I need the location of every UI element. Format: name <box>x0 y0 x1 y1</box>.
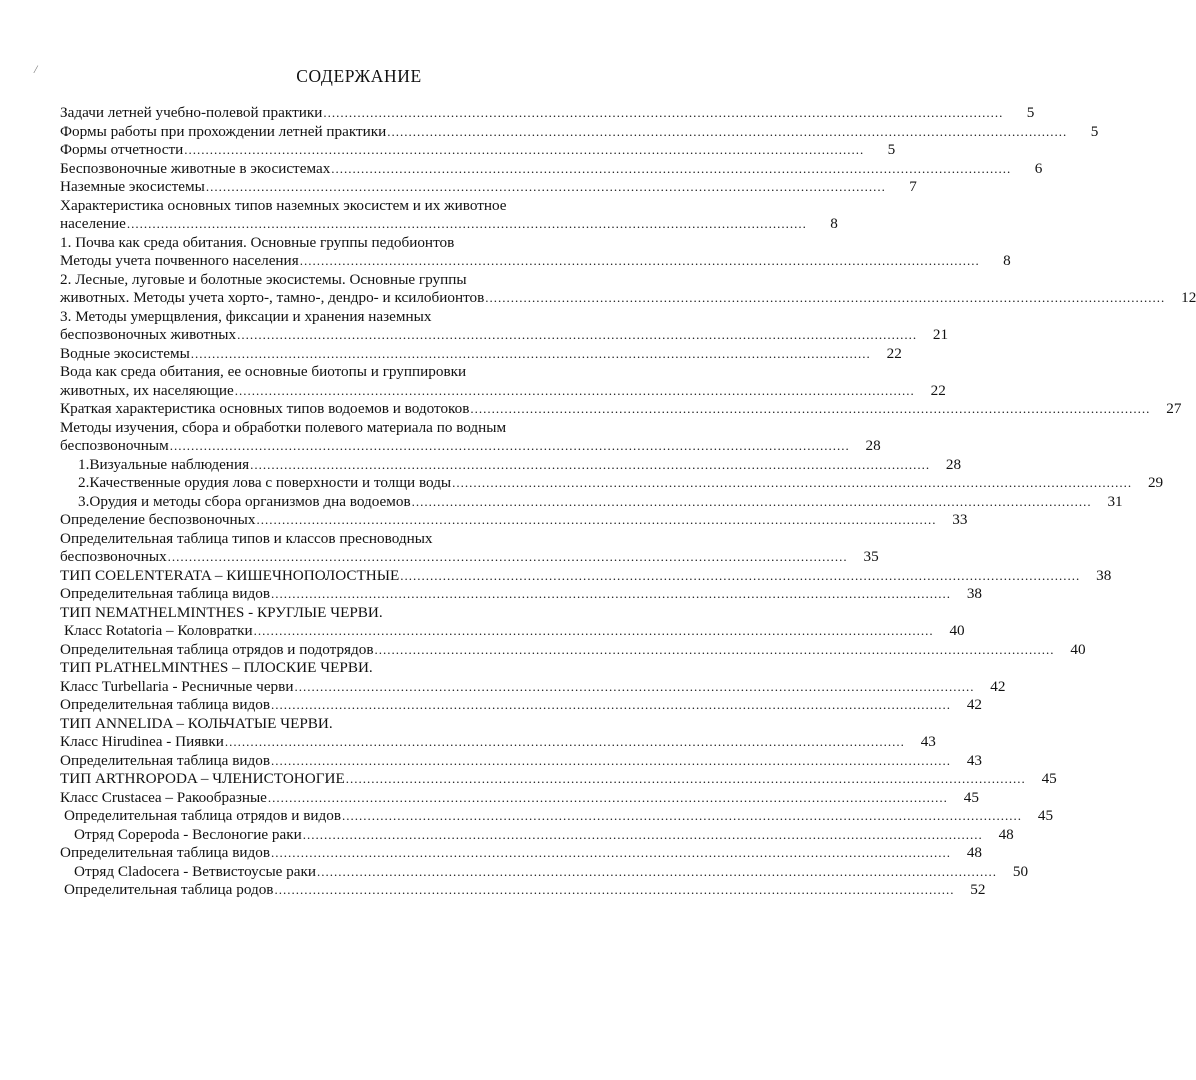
toc-entry <box>60 640 1086 660</box>
toc-page-number: 8 <box>1003 252 1011 269</box>
toc-entry <box>60 566 1112 586</box>
dot-leader: ................................................................................................................................................................ <box>387 123 1068 139</box>
toc-entry-text: беспозвоночных <box>60 548 167 565</box>
toc-page-number: 50 <box>1012 862 1029 880</box>
toc-entry <box>60 455 962 475</box>
dot-leader: ................................................................................................................................................................ <box>323 105 1004 120</box>
toc-entry <box>60 844 983 863</box>
toc-entry <box>60 585 983 604</box>
toc-page-number: 8 <box>830 215 838 232</box>
toc-entry <box>60 659 660 678</box>
toc-entry-text: Определительная таблица видов <box>60 844 271 861</box>
toc-entry-text: Отряд Copepoda - Веслоногие раки <box>74 825 302 843</box>
toc-entry <box>60 604 660 623</box>
toc-entry <box>60 270 1196 308</box>
toc-page-number: 31 <box>1107 492 1123 510</box>
toc-page-number: 38 <box>1096 566 1112 584</box>
toc-entry-text: Определительная таблица отрядов и подотрядов <box>60 640 374 658</box>
toc-entry <box>60 492 1123 512</box>
toc-page-number: 29 <box>1147 474 1164 491</box>
toc-page-number: 5 <box>1026 104 1035 121</box>
toc-entry-text: 3. Методы умерщвления, фиксации и хранения наземных <box>60 307 432 325</box>
dot-leader: ................................................................................................................................................................ <box>126 216 807 231</box>
dot-leader: ................................................................................................................................................................ <box>411 493 1092 509</box>
dot-leader: ................................................................................................................................................................ <box>317 863 998 879</box>
toc-entry <box>60 677 1006 697</box>
toc-entry-text: 2. Лесные, луговые и болотные экосистемы. Основные группы <box>60 270 467 288</box>
toc-page-number: 22 <box>886 344 902 362</box>
toc-entry-text: Класс Rotatoria – Коловратки <box>64 622 253 639</box>
toc-page-number: 52 <box>970 881 986 898</box>
dot-leader: ................................................................................................................................................................ <box>331 160 1012 176</box>
toc-entry <box>60 178 917 197</box>
toc-entry <box>60 825 1014 845</box>
toc-entry-text: Краткая характеристика основных типов водоемов и водотоков <box>60 400 470 417</box>
toc-entry <box>60 400 1182 419</box>
dot-leader: ................................................................................................................................................................ <box>274 882 955 897</box>
toc-page-number: 6 <box>1034 159 1043 177</box>
toc-page-number: 45 <box>963 788 979 806</box>
toc-page-number: 43 <box>920 733 936 750</box>
toc-entry <box>60 196 838 234</box>
toc-entry-text: Определительная таблица типов и классов пресноводных <box>60 529 433 547</box>
dot-leader: ................................................................................................................................................................ <box>250 456 931 472</box>
toc-page-number: 38 <box>966 585 983 602</box>
toc-entry-text: ТИП COELENTERATA – КИШЕЧНОПОЛОСТНЫЕ <box>60 566 400 584</box>
toc-page-number: 40 <box>1070 640 1086 658</box>
toc-page-number: 28 <box>865 437 881 454</box>
toc-entry-text: ТИП NEMATHELMINTHES - КРУГЛЫЕ ЧЕРВИ. <box>60 603 383 621</box>
toc-entry <box>60 881 986 900</box>
toc-entry-text: Определительная таблица видов <box>60 751 271 769</box>
toc-page-number: 45 <box>1037 807 1054 824</box>
toc-entry <box>60 141 896 160</box>
toc-entry-text: 1. Почва как среда обитания. Основные группы педобионтов <box>60 233 455 251</box>
margin-mark: / <box>34 62 38 76</box>
toc-entry <box>60 770 1057 789</box>
toc-entry-text: 1.Визуальные наблюдения <box>78 455 250 473</box>
toc-page-number: 7 <box>909 178 917 195</box>
toc-entry-text: Отряд Cladocera - Ветвистоусые раки <box>74 862 317 880</box>
dot-leader: ................................................................................................................................................................ <box>205 179 886 194</box>
dot-leader: ................................................................................................................................................................ <box>167 549 848 564</box>
dot-leader: ................................................................................................................................................................ <box>271 586 952 601</box>
dot-leader: ................................................................................................................................................................ <box>237 327 918 342</box>
toc-entry <box>60 715 660 734</box>
toc-entry-text: Беспозвоночные животные в экосистемах <box>60 159 331 177</box>
toc-entry-text: ТИП PLATHELMINTHES – ПЛОСКИЕ ЧЕРВИ. <box>60 659 373 676</box>
toc-entry-text: ТИП ANNELIDA – КОЛЬЧАТЫЕ ЧЕРВИ. <box>60 714 333 732</box>
toc-entry-text: Вода как среда обитания, ее основные биотопы и группировки <box>60 363 467 380</box>
dot-leader: ................................................................................................................................................................ <box>271 845 952 860</box>
dot-leader: ................................................................................................................................................................ <box>299 253 980 268</box>
toc-entry-text: Задачи летней учебно-полевой практики <box>60 104 323 121</box>
toc-page-number: 48 <box>998 825 1014 843</box>
toc-page-number: 5 <box>1090 122 1099 140</box>
toc-entry-text: Класс Hirudinea - Пиявки <box>60 733 224 750</box>
toc-page-number: 28 <box>945 455 962 473</box>
dot-leader: ................................................................................................................................................................ <box>294 678 975 694</box>
toc-page-number: 12 <box>1181 289 1196 306</box>
dot-leader: ................................................................................................................................................................ <box>224 734 905 749</box>
dot-leader: ................................................................................................................................................................ <box>345 771 1026 786</box>
toc-entry-text: 3.Орудия и методы сбора организмов дна водоемов <box>78 492 411 510</box>
dot-leader: ................................................................................................................................................................ <box>452 475 1133 490</box>
toc-entry-text: Класс Crustacea – Ракообразные <box>60 788 267 806</box>
dot-leader: ................................................................................................................................................................ <box>184 142 865 157</box>
toc-entry <box>60 344 902 364</box>
dot-leader: ................................................................................................................................................................ <box>470 401 1151 416</box>
dot-leader: ................................................................................................................................................................ <box>271 752 952 768</box>
toc-entry <box>60 122 1099 142</box>
toc-entry-text: Методы изучения, сбора и обработки полевого материала по водным <box>60 418 507 436</box>
toc-entry-text: Класс Turbellaria - Ресничные черви <box>60 677 294 695</box>
toc-entry-text: животных, их населяющие <box>60 381 234 399</box>
toc-entry <box>60 511 968 530</box>
toc-entry-text: Определительная таблица видов <box>60 696 271 713</box>
toc-entry <box>60 104 1035 123</box>
toc-entry <box>60 807 1054 826</box>
toc-entry-text: население <box>60 215 126 232</box>
toc-entry-text: Методы учета почвенного населения <box>60 252 299 269</box>
toc-entry <box>60 751 983 771</box>
toc-page-number: 22 <box>930 381 946 399</box>
toc-entry <box>60 733 936 752</box>
toc-page-number: 48 <box>966 844 983 861</box>
toc-entry-text: ТИП ARTHROPODA – ЧЛЕНИСТОНОГИЕ <box>60 770 345 787</box>
dot-leader: ................................................................................................................................................................ <box>190 345 871 361</box>
dot-leader: ................................................................................................................................................................ <box>271 697 952 712</box>
toc-page-number: 42 <box>966 696 983 713</box>
toc-entry <box>60 233 1011 271</box>
toc-entry-text: Наземные экосистемы <box>60 178 205 195</box>
toc-entry-text: Водные экосистемы <box>60 344 190 362</box>
dot-leader: ................................................................................................................................................................ <box>253 623 934 638</box>
toc-page-number: 42 <box>990 677 1006 695</box>
toc-entry-text: Определительная таблица отрядов и видов <box>64 807 342 824</box>
page-title: СОДЕРЖАНИЕ <box>296 66 422 86</box>
toc-entry-text: 2.Качественные орудия лова с поверхности и толщи воды <box>78 474 452 491</box>
toc-page-number: 27 <box>1166 400 1182 417</box>
toc-entry-text: Определение беспозвоночных <box>60 511 256 528</box>
toc-page-number: 5 <box>887 141 896 158</box>
toc-page-number: 45 <box>1041 770 1057 787</box>
dot-leader: ................................................................................................................................................................ <box>169 438 850 453</box>
toc-page-number: 40 <box>949 622 965 639</box>
dot-leader: ................................................................................................................................................................ <box>267 789 948 805</box>
toc-entry <box>60 159 1043 179</box>
toc-entry <box>60 363 946 400</box>
toc-page-number: 33 <box>952 511 968 528</box>
toc-page-number: 21 <box>932 326 949 343</box>
toc-entry <box>60 788 979 808</box>
dot-leader: ................................................................................................................................................................ <box>234 382 915 398</box>
toc-entry-text: Характеристика основных типов наземных экосистем и их животное <box>60 196 507 214</box>
dot-leader: ................................................................................................................................................................ <box>302 826 983 842</box>
toc-entry <box>60 862 1029 882</box>
dot-leader: ................................................................................................................................................................ <box>400 567 1081 583</box>
toc-entry-text: Формы работы при прохождении летней практики <box>60 122 387 140</box>
toc-entry <box>60 696 983 715</box>
toc-entry <box>60 307 949 345</box>
toc-entry-text: Формы отчетности <box>60 141 184 158</box>
toc-entry-text: Определительная таблица видов <box>60 585 271 602</box>
toc-entry <box>60 622 965 641</box>
dot-leader: ................................................................................................................................................................ <box>342 808 1023 823</box>
toc-entry-text: беспозвоночным <box>60 437 169 454</box>
table-of-contents <box>60 104 1196 900</box>
toc-entry <box>60 418 881 456</box>
toc-entry-text: Определительная таблица родов <box>64 881 274 898</box>
dot-leader: ................................................................................................................................................................ <box>485 290 1166 305</box>
toc-entry-text: животных. Методы учета хорто-, тамно-, дендро- и ксилобионтов <box>60 289 485 306</box>
toc-entry-text: беспозвоночных животных <box>60 326 237 343</box>
toc-entry <box>60 474 1164 493</box>
dot-leader: ................................................................................................................................................................ <box>374 641 1055 657</box>
toc-entry <box>60 529 879 567</box>
toc-page-number: 43 <box>966 751 983 769</box>
toc-page-number: 35 <box>863 548 879 565</box>
dot-leader: ................................................................................................................................................................ <box>256 512 937 527</box>
